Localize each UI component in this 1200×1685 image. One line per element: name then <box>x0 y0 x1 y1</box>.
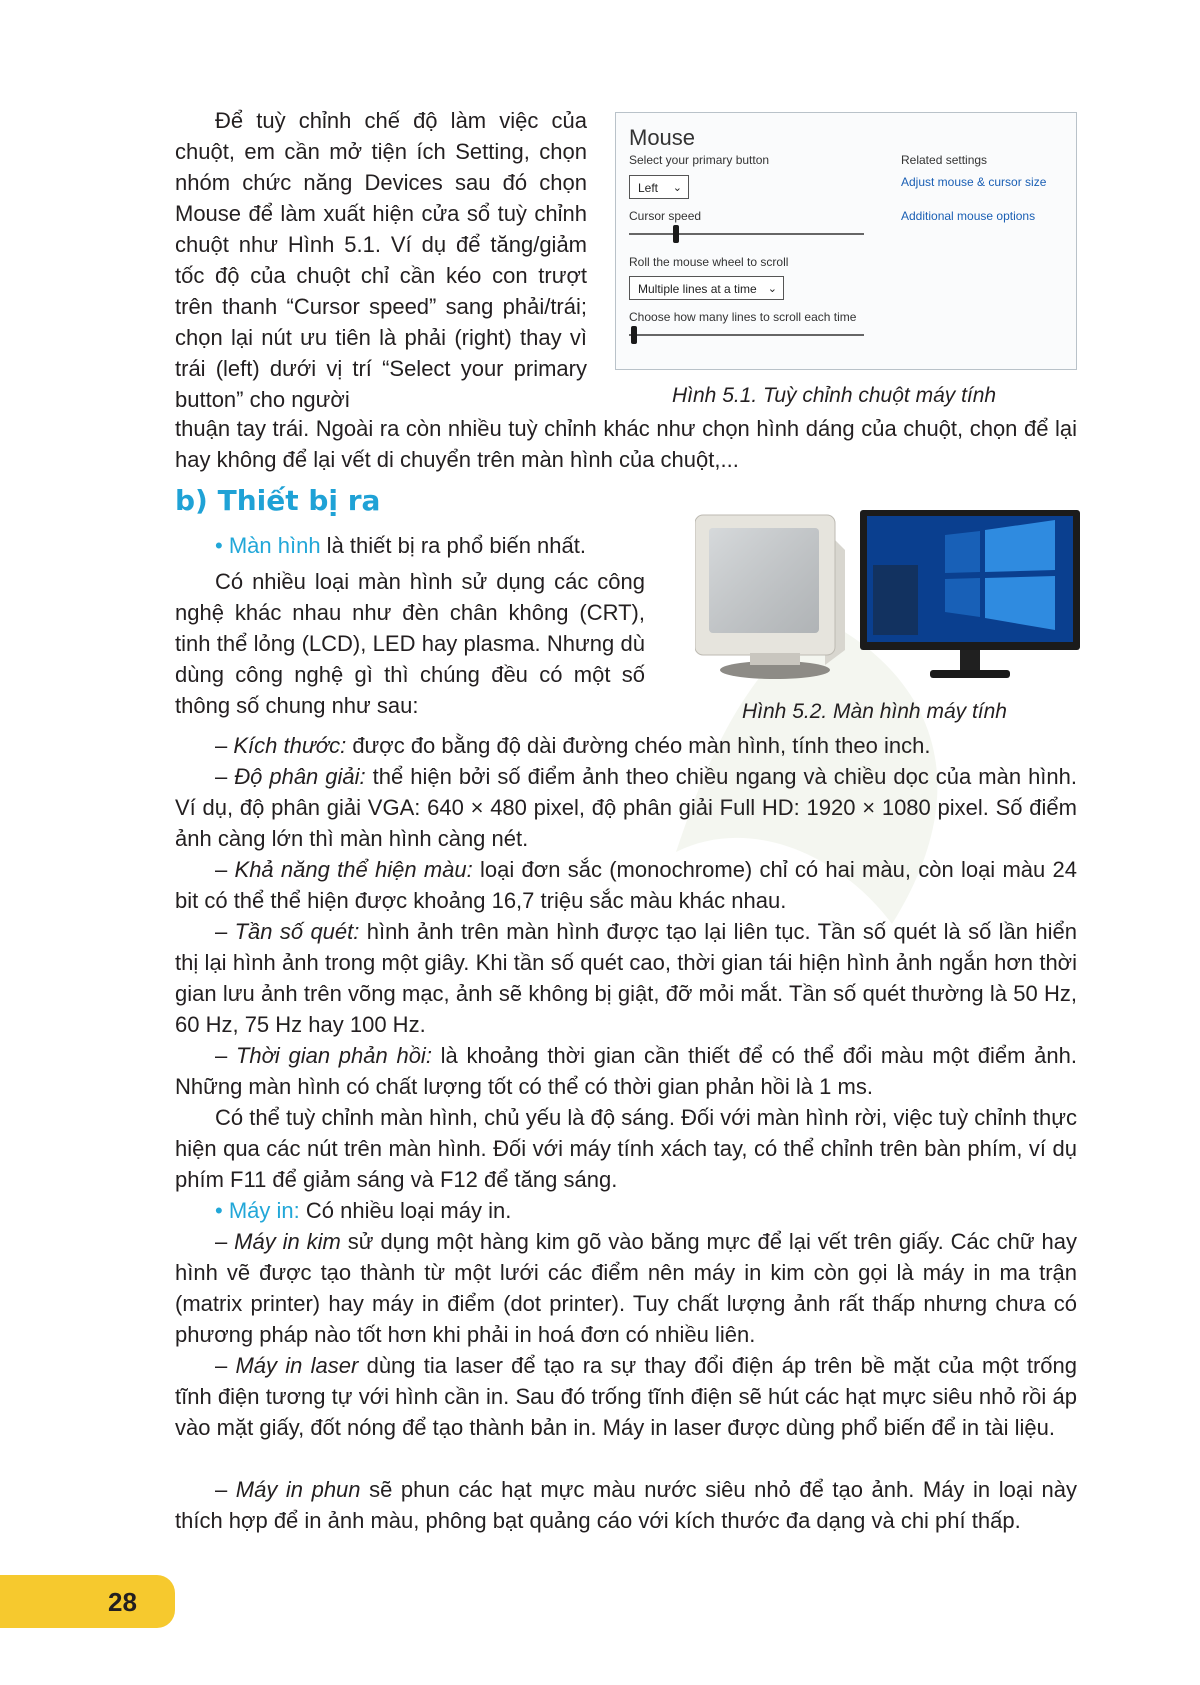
monitor-keyword: Màn hình <box>228 533 321 558</box>
primary-button-dropdown[interactable] <box>629 175 689 199</box>
bullet-icon: • <box>215 533 223 558</box>
dash: – <box>215 1229 235 1254</box>
cursor-speed-label: Cursor speed <box>629 209 702 223</box>
page-number-tab <box>0 1575 175 1628</box>
printer-bullet <box>175 1195 1077 1226</box>
mouse-settings-figure <box>615 112 1077 370</box>
resolution-item <box>175 761 1077 854</box>
printer-keyword: Máy in: <box>228 1198 300 1223</box>
dot-matrix-term: Máy in kim <box>234 1229 341 1254</box>
crt-monitor-image <box>695 515 845 679</box>
lcd-monitor-image <box>860 510 1080 678</box>
printer-bullet-text: Có nhiều loại máy in. <box>299 1198 512 1223</box>
brightness-paragraph: Có thể tuỳ chỉnh màn hình, chủ yếu là độ sáng. Đối với màn hình rời, việc tuỳ chỉnh thực hiện qua các nút trên màn hình. Đối với máy tính xách tay, có thể chỉnh trên bàn phím, ví dụ phím F11 để giảm sáng và F12 để tăng sáng. <box>175 1105 1077 1192</box>
section-heading: b) Thiết bị ra <box>175 484 381 517</box>
inkjet-term: Máy in phun <box>235 1477 361 1502</box>
scroll-mode-dropdown[interactable] <box>629 276 784 300</box>
scroll-wheel-label: Roll the mouse wheel to scroll <box>629 255 789 269</box>
refresh-rate-item <box>175 916 1077 1040</box>
dot-matrix-item <box>175 1226 1077 1350</box>
dash: – <box>215 1477 236 1502</box>
primary-button-value: Left <box>638 181 659 195</box>
mouse-settings-title: Mouse <box>629 125 696 150</box>
dot-matrix-text: sử dụng một hàng kim gõ vào băng mực để lại vết trên giấy. Các chữ hay hình vẽ được tạo thành từ một lưới các điểm nên máy in kim còn gọi là máy in ma trận (matrix printer) hay máy in điểm (dot printer). Tuy chất lượng ảnh rất thấp nhưng chưa có phương pháp nào tốt hơn khi phải in hoá đơn có nhiều liên. <box>175 1229 1077 1347</box>
monitor-bullet-text: là thiết bị ra phổ biến nhất. <box>320 533 586 558</box>
related-settings-title: Related settings <box>901 153 988 167</box>
dash: – <box>215 919 235 944</box>
color-text: loại đơn sắc (monochrome) chỉ có hai màu, còn loại màu 24 bit có thể thể hiện được khoảng 16,7 triệu sắc màu khác nhau. <box>175 857 1077 913</box>
intro-paragraph-continued: thuận tay trái. Ngoài ra còn nhiều tuỳ chỉnh khác như chọn hình dáng của chuột, chọn để lại hay không để lại vết di chuyển trên màn hình của chuột,... <box>175 416 1077 472</box>
page-number: 28 <box>108 1587 137 1617</box>
primary-button-label: Select your primary button <box>629 153 770 167</box>
scroll-lines-slider-thumb[interactable] <box>631 326 637 344</box>
figure-5-1-caption: Hình 5.1. Tuỳ chỉnh chuột máy tính <box>672 384 997 407</box>
color-item <box>175 854 1077 916</box>
dash: – <box>215 1043 236 1068</box>
cursor-speed-track[interactable] <box>629 233 864 235</box>
adjust-mouse-cursor-size-link[interactable]: Adjust mouse & cursor size <box>901 175 1047 189</box>
intro-paragraph: Để tuỳ chỉnh chế độ làm việc của chuột, em cần mở tiện ích Setting, chọn nhóm chức năng Devices sau đó chọn Mouse để làm xuất hiện cửa sổ tuỳ chỉnh chuột như Hình 5.1. Ví dụ để tăng/giảm tốc độ của chuột chỉ cần kéo con trượt trên thanh “Cursor speed” sang phải/trái; chọn lại nút ưu tiên là phải (right) thay vì trái (left) dưới vị trí “Select your primary button” cho người <box>175 108 587 412</box>
scroll-lines-track[interactable] <box>629 334 864 336</box>
response-time-item <box>175 1040 1077 1102</box>
response-time-text: là khoảng thời gian cần thiết để có thể đổi màu một điểm ảnh. Những màn hình có chất lượng tốt có thể có thời gian phản hồi là 1 ms. <box>175 1043 1078 1099</box>
laser-text: dùng tia laser để tạo ra sự thay đổi điện áp trên bề mặt của một trống tĩnh điện tương tự với hình cần in. Sau đó trống tĩnh điện sẽ hút các hạt mực siêu nhỏ rồi áp vào mặt giấy, đốt nóng để tạo thành bản in. Máy in laser được dùng phổ biến để in tài liệu. <box>175 1353 1077 1440</box>
cursor-speed-slider-thumb[interactable] <box>673 225 679 243</box>
size-text: được đo bằng độ dài đường chéo màn hình, tính theo inch. <box>346 733 931 758</box>
laser-item <box>175 1350 1077 1443</box>
dash: – <box>215 857 235 882</box>
inkjet-item <box>175 1474 1077 1536</box>
scroll-mode-value: Multiple lines at a time <box>638 282 757 296</box>
size-item <box>175 730 1077 761</box>
dash: – <box>215 1353 236 1378</box>
inkjet-text: sẽ phun các hạt mực màu nước siêu nhỏ để tạo ảnh. Máy in loại này thích hợp để in ảnh màu, phông bạt quảng cáo với kích thước đa dạng và chi phí thấp. <box>175 1477 1077 1533</box>
bullet-icon: • <box>215 1198 223 1223</box>
figure-5-2-caption: Hình 5.2. Màn hình máy tính <box>742 700 1007 723</box>
color-term: Khả năng thể hiện màu: <box>234 857 473 882</box>
laser-term: Máy in laser <box>235 1353 359 1378</box>
additional-mouse-options-link[interactable]: Additional mouse options <box>901 209 1036 223</box>
refresh-rate-text: hình ảnh trên màn hình được tạo lại liên tục. Tần số quét là số lần hiển thị lại hình ảnh trong một giây. Khi tần số quét cao, thời gian tái hiện hình ảnh ngắn hơn thời gian lưu ảnh trên võng mạc, ảnh sẽ không bị giật, đỡ mỏi mắt. Tần số quét thường là 50 Hz, 60 Hz, 75 Hz hay 100 Hz. <box>175 919 1077 1037</box>
dash: – <box>215 733 234 758</box>
refresh-rate-term: Tần số quét: <box>234 919 360 944</box>
chevron-down-icon: ⌄ <box>672 182 682 194</box>
resolution-text: thể hiện bởi số điểm ảnh theo chiều ngang và chiều dọc của màn hình. Ví dụ, độ phân giải VGA: 640 × 480 pixel, độ phân giải Full HD: 1920 × 1080 pixel. Số điểm ảnh càng lớn thì màn hình càng nét. <box>175 764 1077 851</box>
size-term: Kích thước: <box>233 733 347 758</box>
scroll-lines-label: Choose how many lines to scroll each time <box>629 310 857 324</box>
monitor-bullet <box>175 530 645 561</box>
chevron-down-icon: ⌄ <box>767 283 777 295</box>
response-time-term: Thời gian phản hồi: <box>235 1043 432 1068</box>
monitors-figure <box>695 510 1080 685</box>
resolution-term: Độ phân giải: <box>234 764 366 789</box>
monitor-description: Có nhiều loại màn hình sử dụng các công nghệ khác nhau như đèn chân không (CRT), tinh thể lỏng (LCD), LED hay plasma. Nhưng dù dùng công nghệ gì thì chúng đều có một số thông số chung như sau: <box>175 569 645 718</box>
dash: – <box>215 764 235 789</box>
